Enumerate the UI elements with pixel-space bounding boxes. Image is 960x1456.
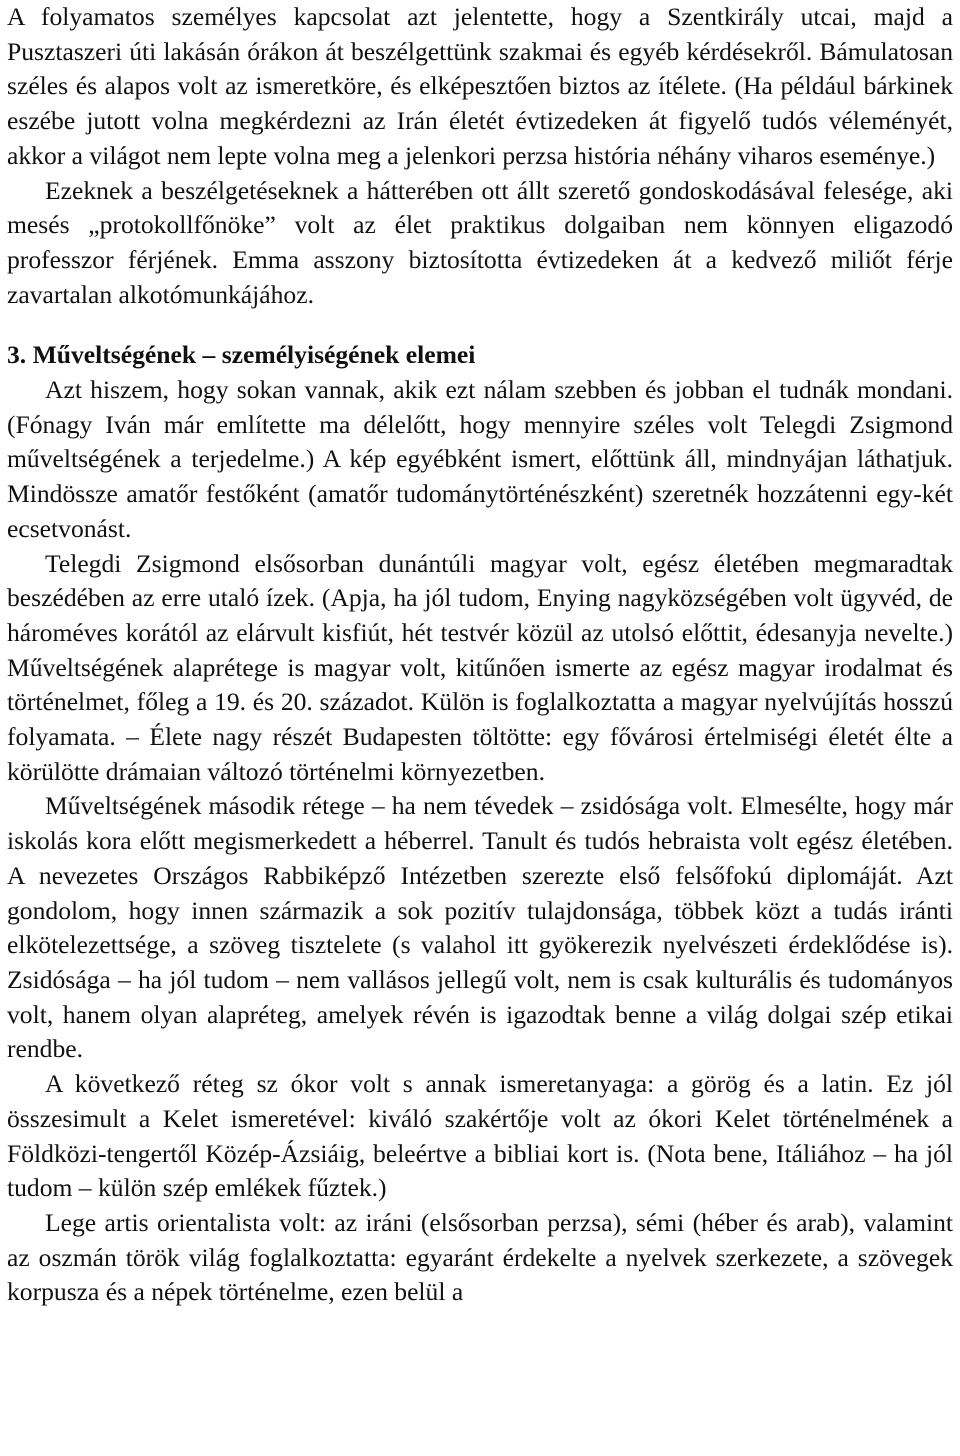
paragraph: A folyamatos személyes kapcsolat azt jelentette, hogy a Szentkirály utcai, majd a Pusztaszeri úti lakásán órákon át beszélgettünk szakmai és egyéb kérdésekről. Bámulatosan széles és alapos volt az ismeretköre, és elképesztően biztos az ítélete. (Ha például bárkinek eszébe jutott volna megkérdezni az Irán életét évtizedeken át figyelő tudós véleményét, akkor a világot nem lepte volna meg a jelenkori perzsa história néhány viharos eseménye.) (7, 2, 953, 170)
paragraph: Telegdi Zsigmond elsősorban dunántúli magyar volt, egész életében megmaradtak beszédében az erre utaló ízek. (Apja, ha jól tudom, Enying nagyközségében volt ügyvéd, de hároméves korától az elárvult kisfiút, hét testvér közül az utolsó előttit, édesanyja nevelte.) Műveltségének alaprétege is magyar volt, kitűnően ismerte az egész magyar irodalmat és történelmet, főleg a 19. és 20. századot. Külön is foglalkoztatta a magyar nyelvújítás hosszú folyamata. – Élete nagy részét Budapesten töltötte: egy fővárosi értelmiségi életét élte a körülötte drámaian változó történelmi környezetben. (7, 548, 953, 786)
paragraph: Lege artis orientalista volt: az iráni (elsősorban perzsa), sémi (héber és arab), valamint az oszmán török világ foglalkoztatta: egyaránt érdekelte a nyelvek szerkezete, a szövegek korpusza és a népek történelme, ezen belül a (7, 1207, 953, 1307)
section-heading (7, 338, 953, 373)
paragraph: Azt hiszem, hogy sokan vannak, akik ezt nálam szebben és jobban el tudnák mondani. (Fónagy Iván már említette ma délelőtt, hogy mennyire széles volt Telegdi Zsigmond műveltségének a terjedelme.) A kép egyébként ismert, előttünk áll, mindnyájan láthatjuk. Mindössze amatőr festőként (amatőr tudománytörténészként) szeretnék hozzátenni egy-két ecsetvonást. (7, 375, 953, 543)
document-page (7, 0, 953, 1310)
paragraph: Ezeknek a beszélgetéseknek a hátterében ott állt szerető gondoskodásával felesége, aki mesés „protokollfőnöke” volt az élet praktikus dolgaiban nem könnyen eligazodó professzor férjének. Emma asszony biztosította évtizedeken át a kedvező miliőt férje zavartalan alkotómunkájához. (7, 175, 953, 309)
section-number: 3. (7, 340, 27, 370)
section-title: Műveltségének – személyiségének elemei (32, 340, 476, 370)
paragraph: Műveltségének második rétege – ha nem tévedek – zsidósága volt. Elmesélte, hogy már iskolás kora előtt megismerkedett a héberrel. Tanult és tudós hebraista volt egész életében. A nevezetes Országos Rabbiképző Intézetben szerezte első felsőfokú diplomáját. Azt gondolom, hogy innen származik a sok pozitív tulajdonsága, többek közt a tudás iránti elkötelezettsége, a szöveg tisztelete (s valahol itt gyökerezik nyelvészeti érdeklődése is). Zsidósága – ha jól tudom – nem vallásos jellegű volt, nem is csak kulturális és tudományos volt, hanem olyan alapréteg, amelyek révén is igazodtak benne a világ dolgai szép etikai rendbe. (7, 791, 953, 1064)
paragraph: A következő réteg sz ókor volt s annak ismeretanyaga: a görög és a latin. Ez jól összesimult a Kelet ismeretével: kiváló szakértője volt az ókori Kelet történelmének a Földközi-tengertől Közép-Ázsiáig, beleértve a bibliai kort is. (Nota bene, Itáliához – ha jól tudom – külön szép emlékek fűztek.) (7, 1069, 953, 1203)
